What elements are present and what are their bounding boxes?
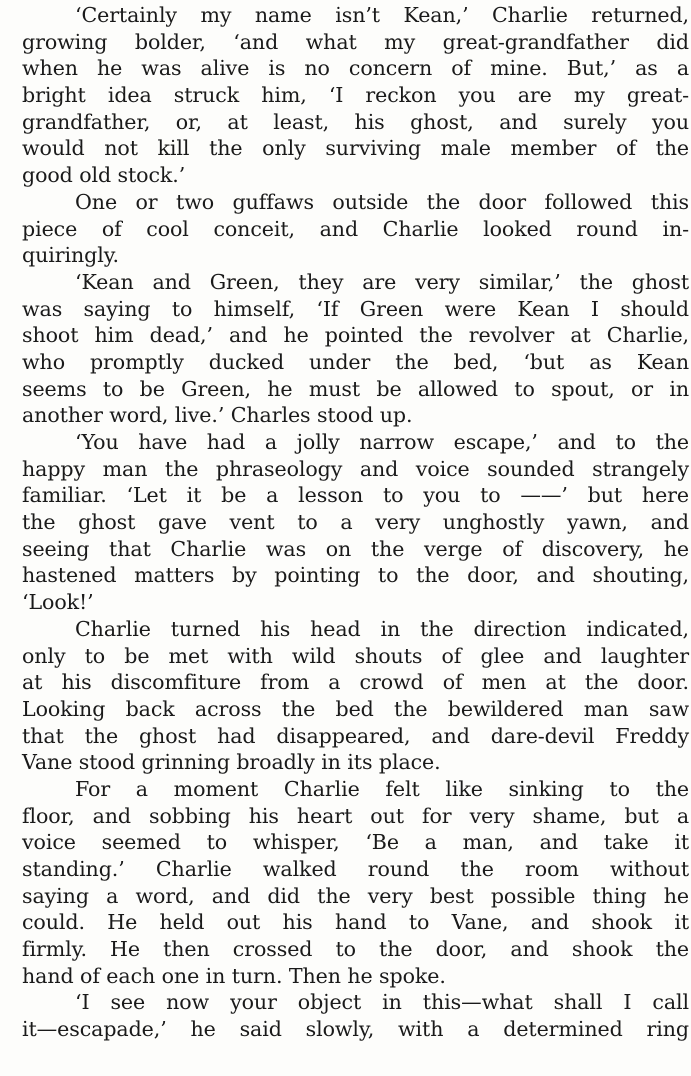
paragraph — [22, 189, 689, 269]
text-line: seeing that Charlie was on the verge of discovery, he — [22, 536, 689, 561]
text-line: ‘Certainly my name isn’t Kean,’ Charlie returned, — [75, 3, 689, 27]
text-line: shoot him dead,’ and he pointed the revolver at Charlie, — [22, 323, 689, 348]
text-line: familiar. ‘Let it be a lesson to you to ——’ but here — [22, 483, 689, 508]
text-line: growing bolder, ‘and what my great-grandfather did — [22, 29, 689, 54]
text-line: Charlie turned his head in the direction indicated, — [75, 616, 689, 641]
text-line: Vane stood grinning broadly in its place. — [22, 750, 441, 775]
text-line: firmly. He then crossed to the door, and shook the — [22, 937, 689, 962]
text-line: at his discomfiture from a crowd of men at the door. — [22, 670, 689, 695]
text-line: hastened matters by pointing to the door, and shouting, — [22, 563, 689, 588]
paragraph — [22, 989, 689, 1042]
paragraph — [22, 776, 689, 990]
text-line: ‘Kean and Green, they are very similar,’ the ghost — [75, 269, 689, 294]
text-line: seems to be Green, he must be allowed to spout, or in — [22, 376, 689, 401]
text-line: ‘I see now your object in this—what shall I call — [75, 990, 689, 1015]
text-line: bright idea struck him, ‘I reckon you are my great- — [22, 83, 689, 108]
text-line: the ghost gave vent to a very unghostly yawn, and — [22, 510, 689, 535]
text-line: piece of cool conceit, and Charlie looked round in- — [22, 216, 689, 241]
paragraph — [22, 616, 689, 776]
text-line: that the ghost had disappeared, and dare-devil Freddy — [22, 723, 689, 748]
text-line: when he was alive is no concern of mine. But,’ as a — [22, 56, 689, 81]
paragraph — [22, 2, 689, 189]
text-line: quiringly. — [22, 243, 119, 268]
paragraph — [22, 269, 689, 429]
text-line: standing.’ Charlie walked round the room without — [22, 857, 689, 881]
text-line: ‘You have had a jolly narrow escape,’ and to the — [75, 430, 689, 454]
text-line: another word, live.’ Charles stood up. — [22, 403, 413, 428]
text-line: only to be met with wild shouts of glee and laughter — [22, 643, 689, 668]
text-line: One or two guffaws outside the door followed this — [75, 189, 689, 214]
paragraph — [22, 429, 689, 616]
text-line: who promptly ducked under the bed, ‘but as Kean — [22, 349, 689, 374]
text-line: saying a word, and did the very best possible thing he — [22, 883, 689, 908]
text-line: could. He held out his hand to Vane, and shook it — [22, 910, 689, 935]
text-line: floor, and sobbing his heart out for very shame, but a — [22, 803, 689, 828]
text-line: For a moment Charlie felt like sinking to the — [75, 776, 689, 801]
text-line: it—escapade,’ he said slowly, with a determined ring — [22, 1017, 689, 1042]
text-line: grandfather, or, at least, his ghost, and surely you — [22, 109, 689, 134]
text-line: good old stock.’ — [22, 163, 186, 188]
text-line: Looking back across the bed the bewildered man saw — [22, 696, 689, 721]
page-text — [22, 2, 689, 1043]
text-line: happy man the phraseology and voice sounded strangely — [22, 456, 689, 481]
text-line: was saying to himself, ‘If Green were Kean I should — [22, 296, 689, 321]
text-line: ‘Look!’ — [22, 590, 94, 615]
text-line: hand of each one in turn. Then he spoke. — [22, 963, 446, 988]
text-line: would not kill the only surviving male member of the — [22, 136, 689, 161]
text-line: voice seemed to whisper, ‘Be a man, and take it — [22, 830, 689, 855]
